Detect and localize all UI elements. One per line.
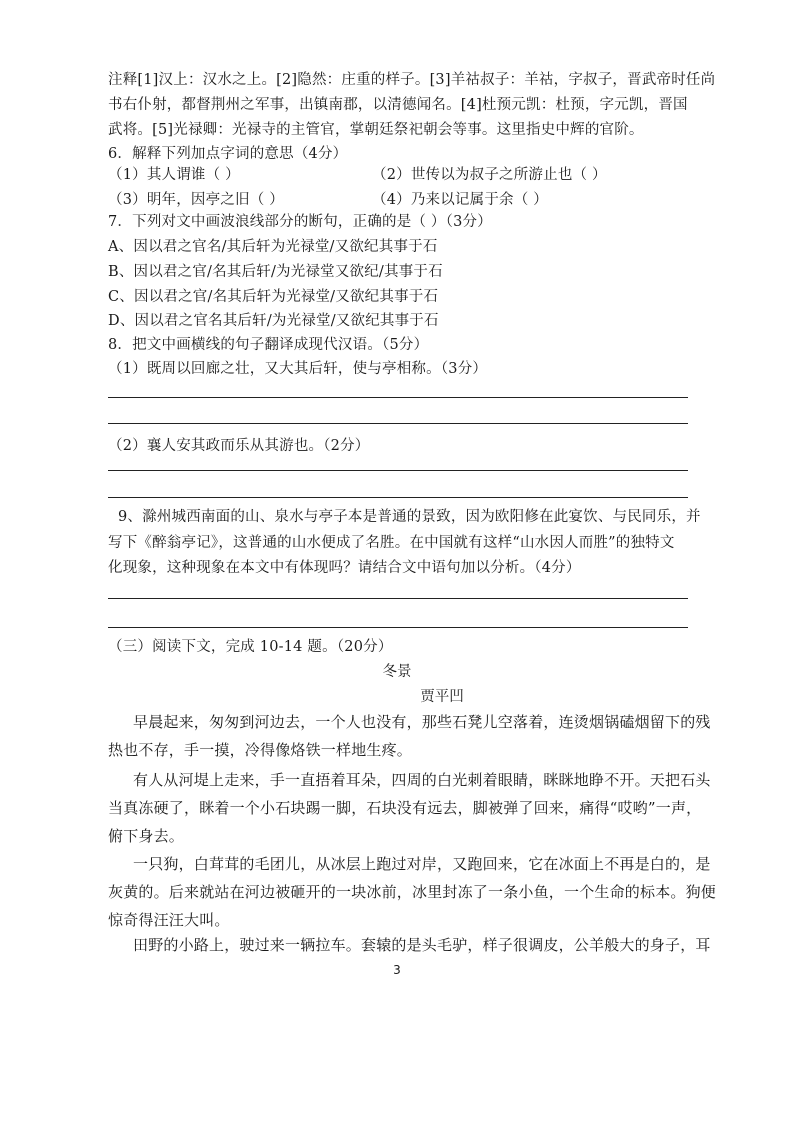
article-title: 冬景 <box>382 664 412 680</box>
paragraph-2-line-2: 当真冻硬了，眯着一个小石块踢一脚，石块没有远去，脚被弹了回来，痛得“哎哟”一声， <box>108 799 702 817</box>
q6-item-2: （2）世传以为叔子之所游止也（ ） <box>372 167 607 183</box>
q9-line-3: 化现象，这种现象在本文中有体现吗？请结合文中语句加以分析。（4分） <box>108 560 581 576</box>
article-author: 贾平凹 <box>420 689 464 705</box>
q8-1-answer-line-2 <box>108 423 688 424</box>
q8-title: 8．把文中画横线的句子翻译成现代汉语。（5分） <box>108 337 429 353</box>
q8-item-1: （1）既周以回廊之壮，又大其后轩，使与亭相称。（3分） <box>108 361 488 377</box>
notes-line-1: 注释[1]汉上：汉水之上。[2]隐然：庄重的样子。[3]羊祜叔子：羊祜，字叔子，晋武帝时任尚 <box>108 72 716 88</box>
q9-line-2: 写下《醉翁亭记》，这普通的山水便成了名胜。在中国就有这样“山水因人而胜”的独特文 <box>108 535 675 551</box>
paragraph-4-line-1: 田野的小路上，驶过来一辆拉车。套辕的是头毛驴，样子很调皮，公羊般大的身子，耳 <box>133 936 711 954</box>
paragraph-2-line-3: 俯下身去。 <box>108 827 185 845</box>
notes-line-3: 武将。[5]光禄卿：光禄寺的主管官，掌朝廷祭祀朝会等事。这里指史中辉的官阶。 <box>108 122 644 138</box>
q8-1-answer-line-1 <box>108 397 688 398</box>
q7-option-d: D、因以君之官名其后轩/为光禄堂/又欲纪其事于石 <box>108 313 439 329</box>
q9-answer-line-2 <box>108 627 688 628</box>
paragraph-2-line-1: 有人从河堤上走来，手一直捂着耳朵，四周的白光刺着眼睛，眯眯地睁不开。天把石头 <box>133 771 711 789</box>
q6-item-3: （3）明年，因亭之旧（ ） <box>108 192 284 208</box>
q8-item-2: （2）襄人安其政而乐从其游也。（2分） <box>108 438 370 454</box>
section-3-heading: （三）阅读下文，完成 10-14 题。（20分） <box>108 639 393 655</box>
notes-line-2: 书右仆射，都督荆州之军事，出镇南郡，以清德闻名。[4]杜预元凯：杜预，字元凯，晋国 <box>108 97 688 113</box>
q9-line-1: 9、滁州城西南面的山、泉水与亭子本是普通的景致，因为欧阳修在此宴饮、与民同乐，并 <box>118 509 701 525</box>
q8-2-answer-line-2 <box>108 497 688 498</box>
q7-option-a: A、因以君之官名/其后轩为光禄堂/又欲纪其事于石 <box>108 239 438 255</box>
q7-title: 7．下列对文中画波浪线部分的断句，正确的是（ ）（3分） <box>108 214 492 230</box>
paragraph-1-line-1: 早晨起来，匆匆到河边去，一个人也没有，那些石凳儿空落着，连烫烟锅磕烟留下的残 <box>133 713 711 731</box>
paragraph-3-line-1: 一只狗，白茸茸的毛团儿，从冰层上跑过对岸，又跑回来，它在冰面上不再是白的，是 <box>133 855 711 873</box>
paragraph-3-line-3: 惊奇得汪汪大叫。 <box>108 911 230 929</box>
q7-option-c: C、因以君之官/名其后轩为光禄堂/又欲纪其事于石 <box>108 289 439 305</box>
page-number: 3 <box>393 963 401 977</box>
paragraph-3-line-2: 灰黄的。后来就站在河边被砸开的一块冰前，冰里封冻了一条小鱼，一个生命的标本。狗便 <box>108 883 717 901</box>
q6-title: 6．解释下列加点字词的意思（4分） <box>108 146 348 162</box>
q7-option-b: B、因以君之官/名其后轩/为光禄堂又欲纪/其事于石 <box>108 264 443 280</box>
paragraph-1-line-2: 热也不存，手一摸，冷得像烙铁一样地生疼。 <box>108 741 413 759</box>
q6-item-1: （1）其人谓谁（ ） <box>108 167 240 183</box>
q8-2-answer-line-1 <box>108 470 688 471</box>
q9-answer-line-1 <box>108 598 688 599</box>
q6-item-4: （4）乃来以记属于余（ ） <box>372 192 548 208</box>
